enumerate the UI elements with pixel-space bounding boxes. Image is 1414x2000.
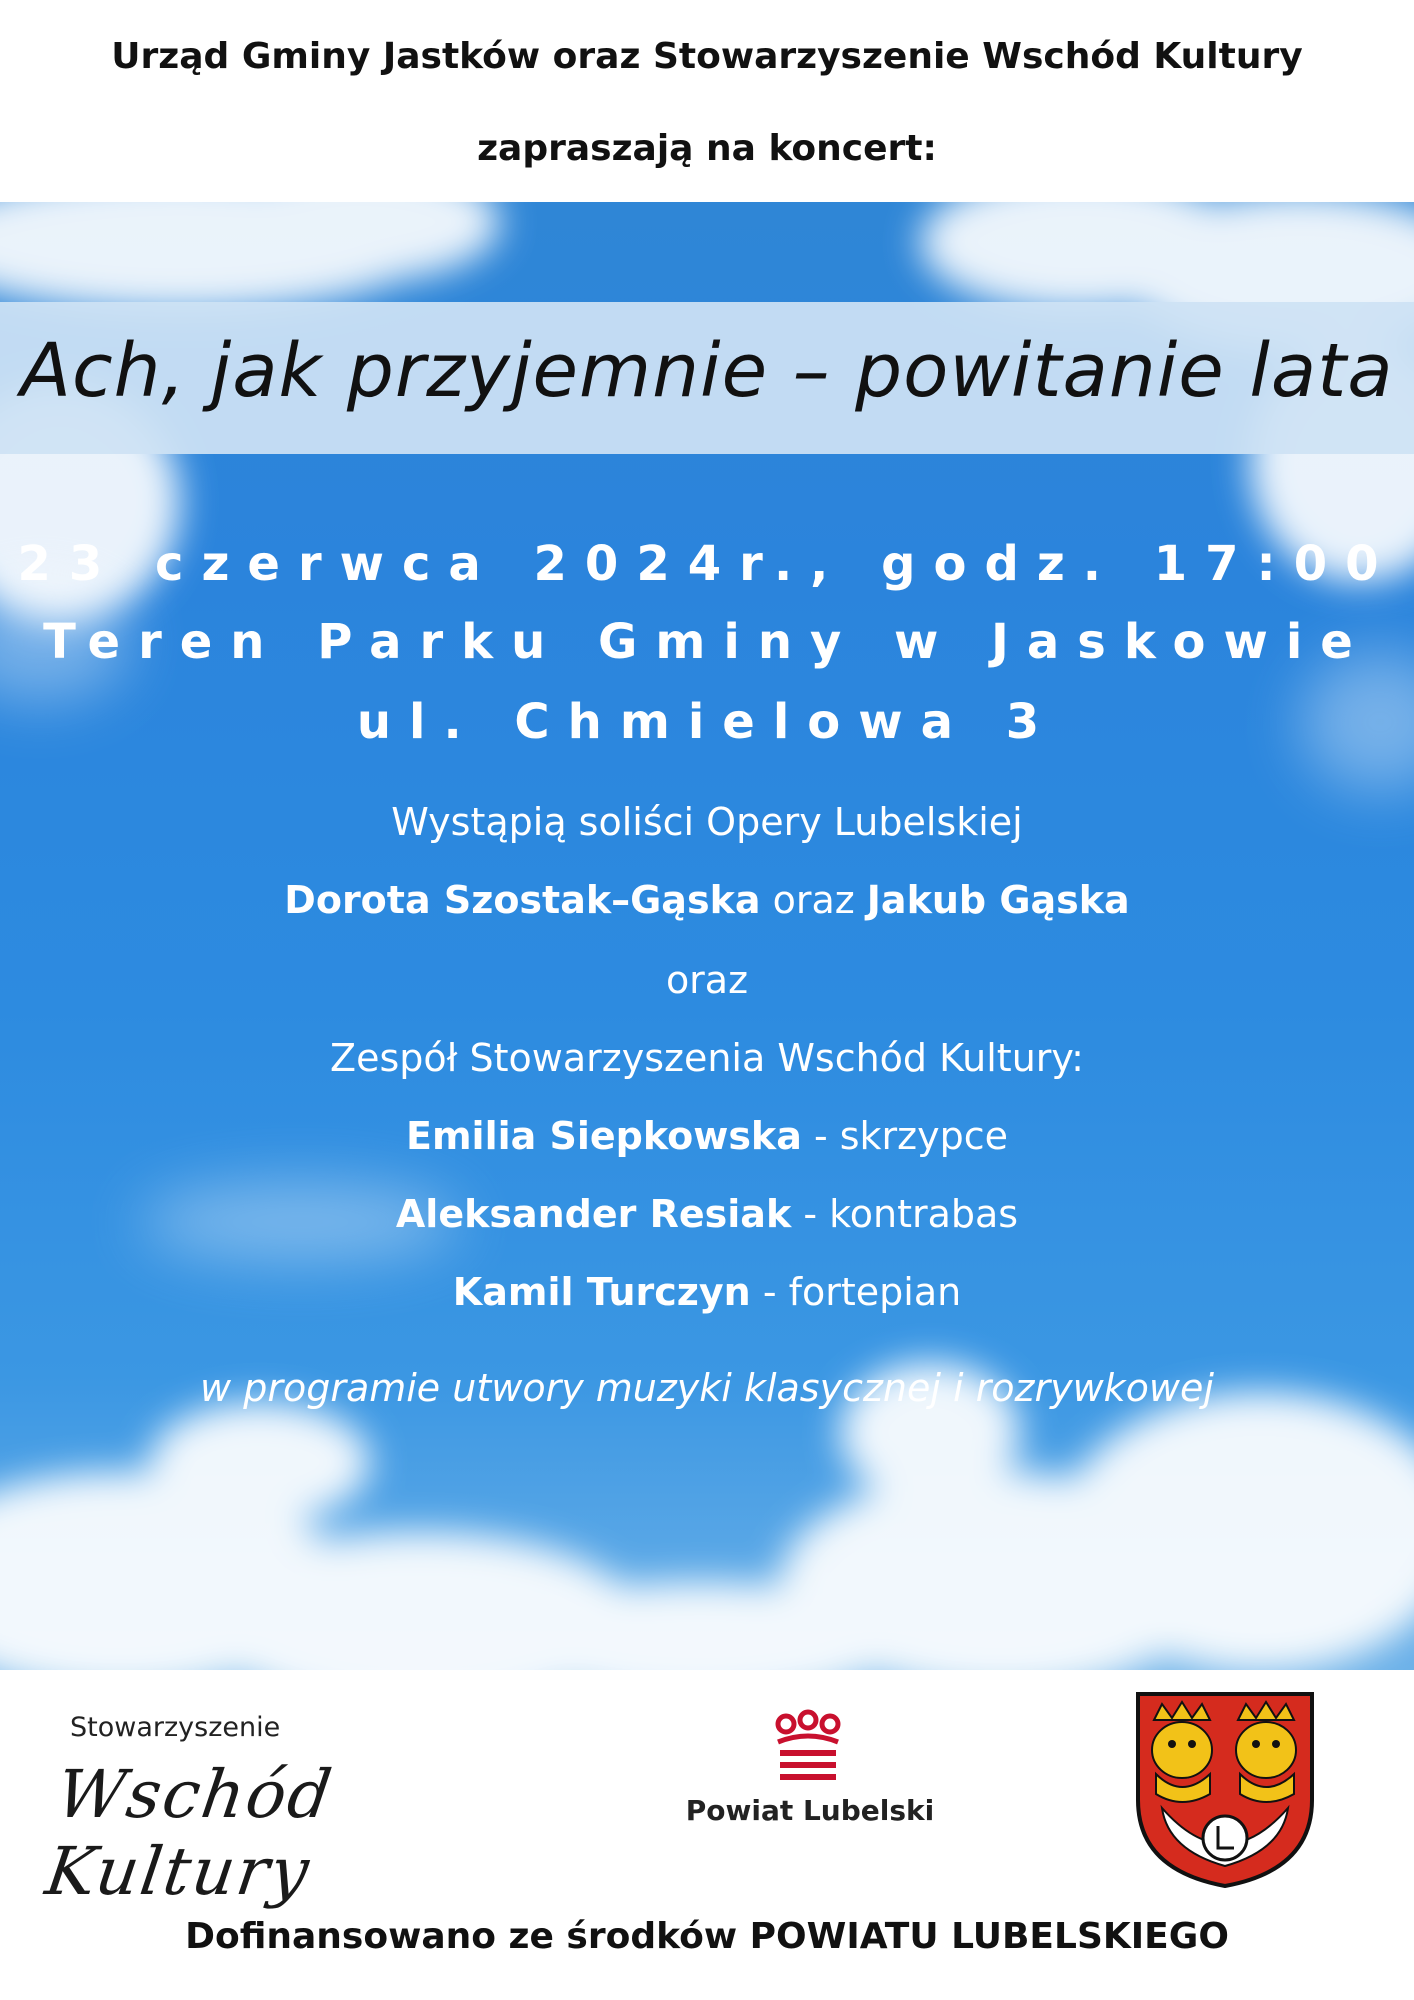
soloist-1: Dorota Szostak–Gąska [284, 878, 761, 922]
wschod-kultury-logo [41, 1704, 572, 1910]
member-name: Emilia Siepkowska [405, 1114, 802, 1158]
soloist-joiner: oraz [772, 878, 855, 922]
member-line [0, 1192, 1414, 1236]
event-address: ul. Chmielowa 3 [356, 694, 1058, 750]
member-instrument: - fortepian [762, 1270, 962, 1314]
member-instrument: - kontrabas [803, 1192, 1019, 1236]
event-date-time: 23 czerwca 2024r., godz. 17:00 [17, 536, 1397, 592]
oraz-line: oraz [665, 958, 749, 1002]
header [0, 0, 1414, 202]
member-name: Aleksander Resiak [395, 1192, 792, 1236]
funding-note: Dofinansowano ze środków POWIATU LUBELSKIEGO [185, 1916, 1229, 1957]
coat-of-arms-icon [1132, 1690, 1318, 1890]
soloist-2: Jakub Gąska [866, 878, 1130, 922]
powiat-label: Powiat Lubelski [685, 1794, 935, 1827]
member-instrument: - skrzypce [813, 1114, 1008, 1158]
powiat-emblem-icon [772, 1708, 844, 1788]
member-line [0, 1270, 1414, 1314]
logo-association-label: Stowarzyszenie [70, 1712, 281, 1743]
header-line-1: Urząd Gminy Jastków oraz Stowarzyszenie Wschód Kultury [111, 36, 1303, 77]
event-venue: Teren Parku Gminy w Jaskowie [43, 614, 1371, 670]
header-line-2: zapraszają na koncert: [477, 128, 937, 169]
member-line [0, 1114, 1414, 1158]
ensemble-line: Zespół Stowarzyszenia Wschód Kultury: [330, 1036, 1084, 1080]
logo-association-script: Wschód Kultury [41, 1756, 338, 1910]
powiat-lubelski-logo [660, 1708, 960, 1858]
performers-intro: Wystąpią soliści Opery Lubelskiej [391, 800, 1023, 844]
soloists-line [0, 878, 1414, 922]
member-name: Kamil Turczyn [452, 1270, 751, 1314]
concert-title: Ach, jak przyjemnie – powitanie lata [20, 328, 1394, 414]
program-line: w programie utwory muzyki klasycznej i rozrywkowej [200, 1366, 1214, 1410]
